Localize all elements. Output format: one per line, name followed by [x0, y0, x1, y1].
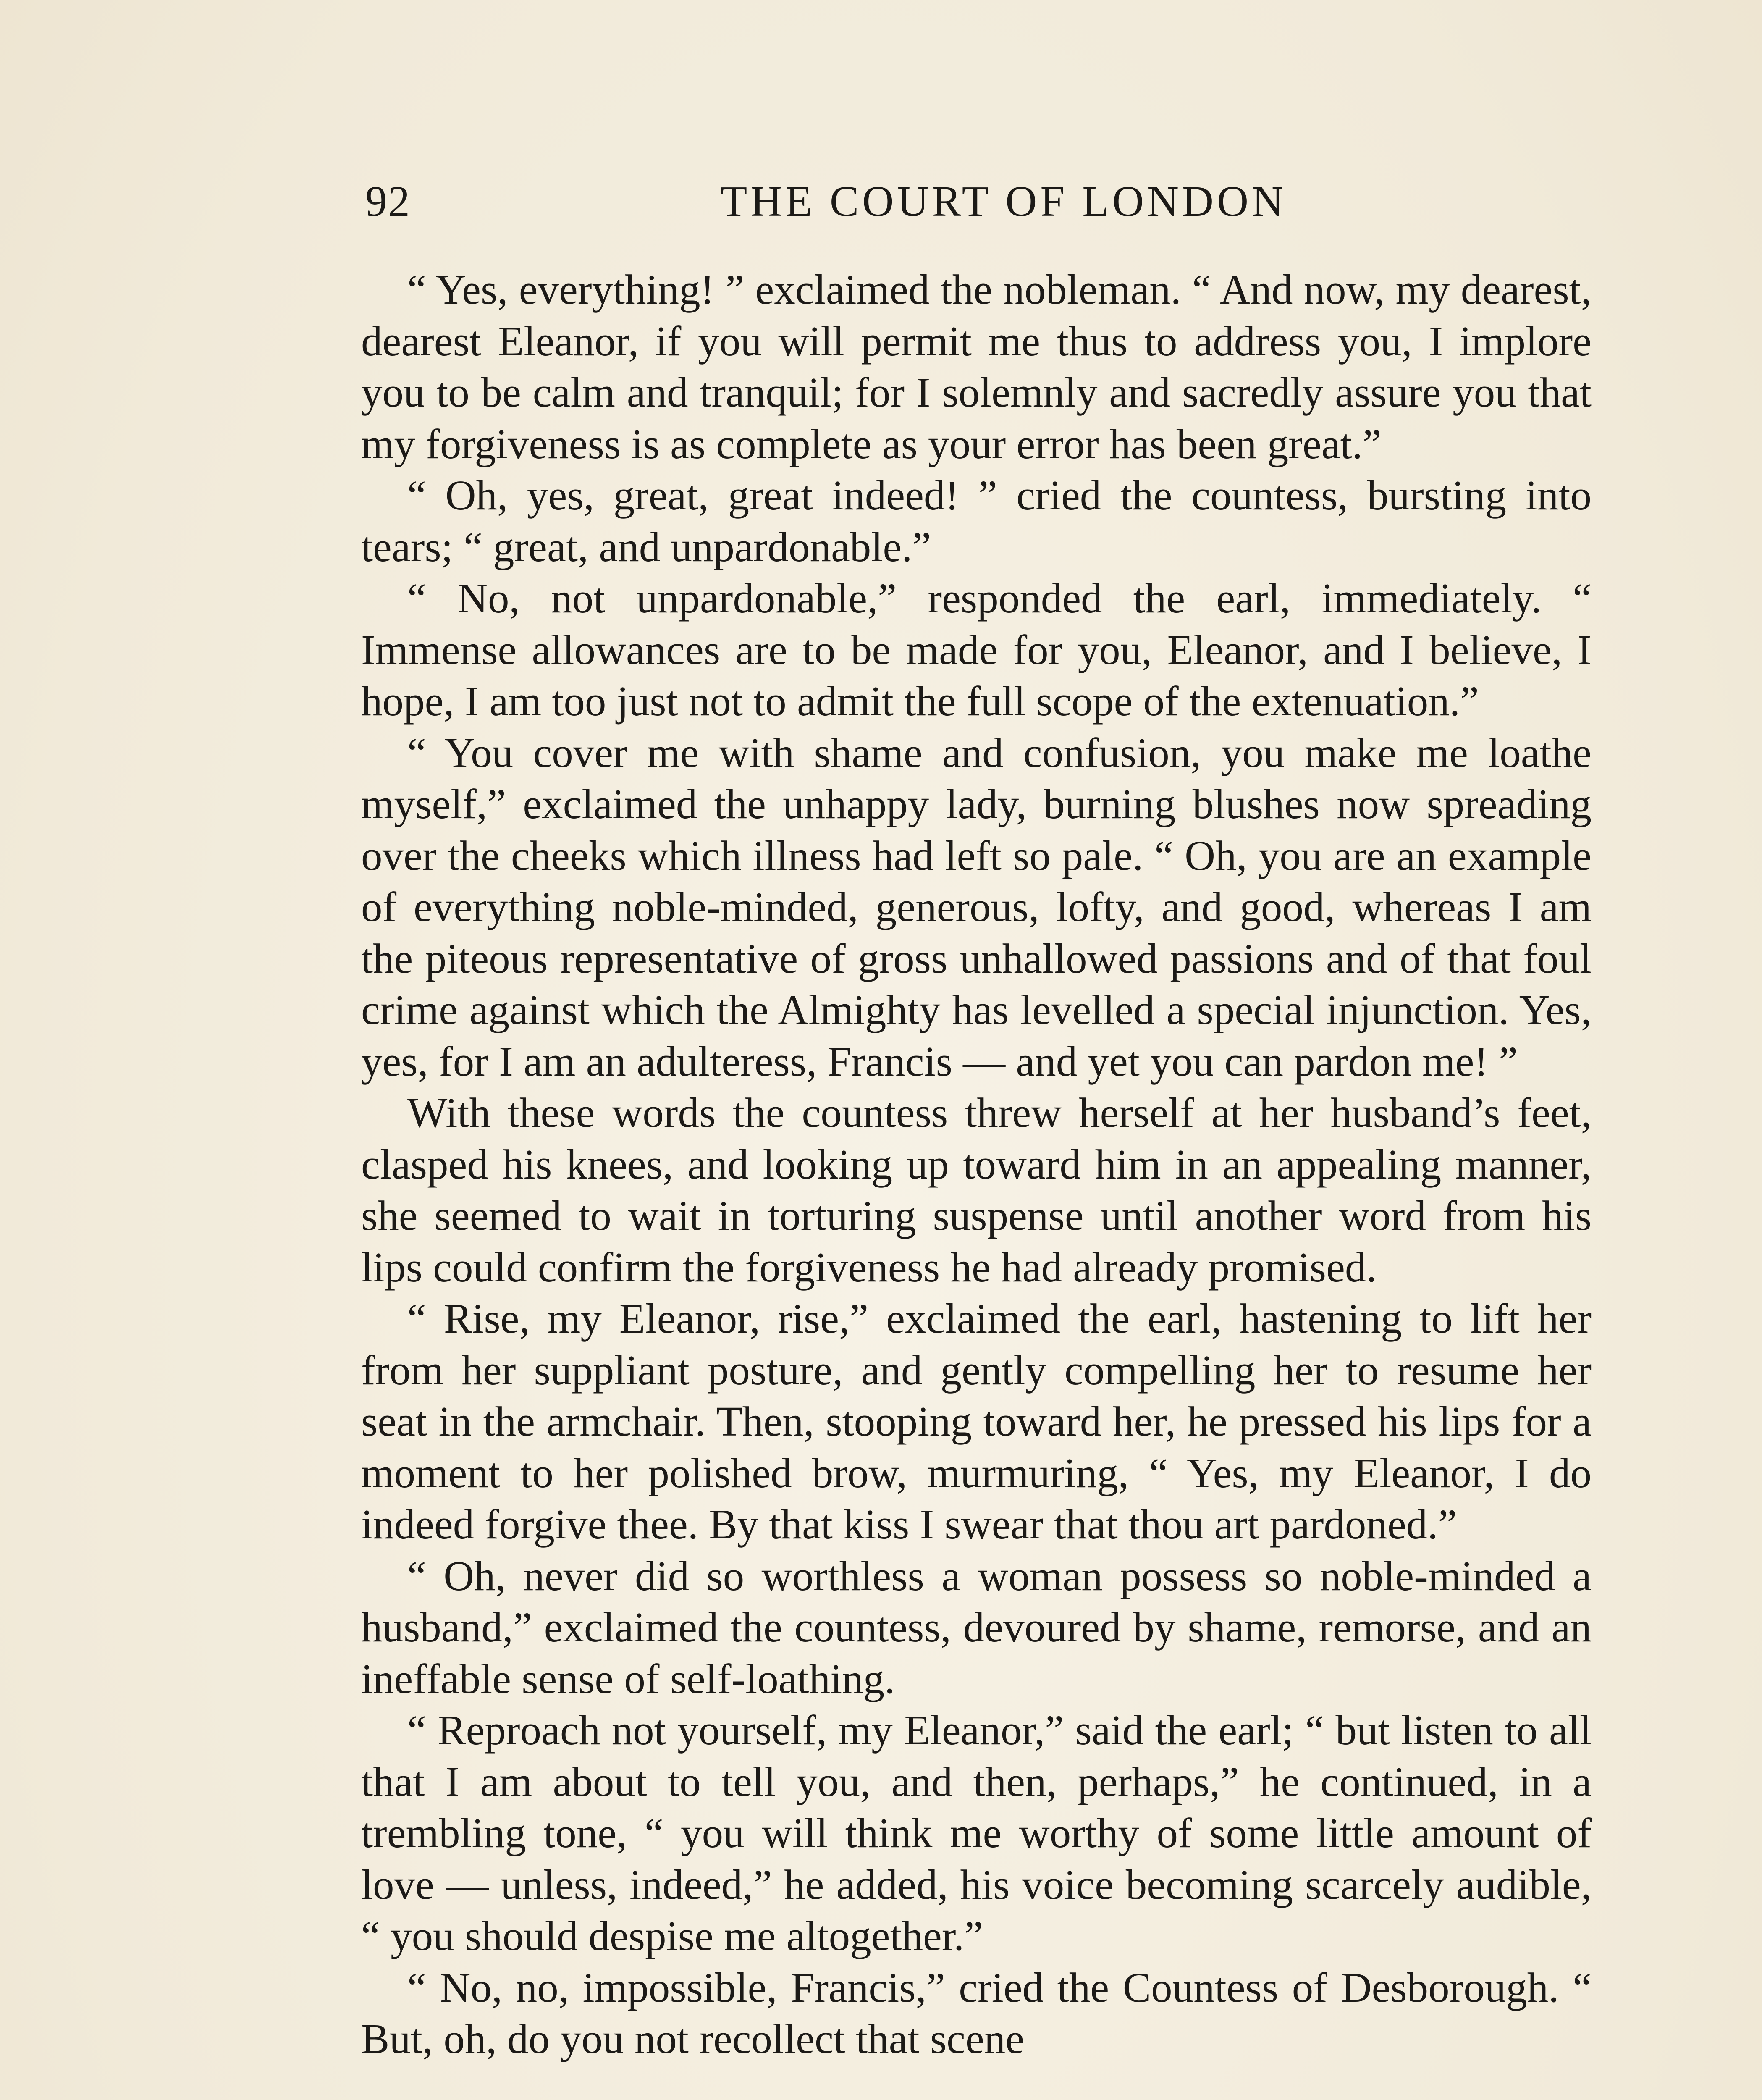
page-number: 92 [365, 177, 411, 226]
paragraph: “ No, no, impossible, Francis,” cried the Countess of Desborough. “ But, oh, do you not recollect that scene [361, 1964, 1592, 2062]
page-header [365, 176, 1592, 248]
paragraph: “ Reproach not yourself, my Eleanor,” said the earl; “ but listen to all that I am about to tell you, and then, perhaps,” he continued, in a trembling tone, “ you will think me worthy of some little amount of love — unless, indeed,” he added, his voice becoming scarcely audible, “ you should despise me altogether.” [361, 1706, 1592, 1959]
paragraph: “ Yes, everything! ” exclaimed the nobleman. “ And now, my dearest, dearest Eleanor, if you will permit me thus to address you, I implore you to be calm and tranquil; for I solemnly and sacredly assure you that my forgiveness is as complete as your error has been great.” [361, 266, 1592, 467]
paragraph: “ Rise, my Eleanor, rise,” exclaimed the earl, hastening to lift her from her suppliant posture, and gently compelling her to resume her seat in the armchair. Then, stooping toward her, he pressed his lips for a moment to her polished brow, murmuring, “ Yes, my Eleanor, I do indeed forgive thee. By that kiss I swear that thou art pardoned.” [361, 1295, 1592, 1548]
paragraph: “ Oh, yes, great, great indeed! ” cried the countess, bursting into tears; “ great, and unpardonable.” [361, 472, 1592, 570]
paragraph: “ You cover me with shame and confusion, you make me loathe myself,” exclaimed the unhappy lady, burning blushes now spreading over the cheeks which illness had left so pale. “ Oh, you are an example of everything noble-minded, generous, lofty, and good, whereas I am the piteous representative of gross unhallowed passions and of that foul crime against which the Almighty has levelled a special injunction. Yes, yes, for I am an adulteress, Francis — and yet you can pardon me! ” [361, 729, 1592, 1085]
running-title: THE COURT OF LONDON [720, 177, 1287, 226]
paragraph: “ No, not unpardonable,” responded the earl, immediately. “ Immense allowances are to be made for you, Eleanor, and I believe, I hope, I am too just not to admit the full scope of the extenuation.” [361, 575, 1592, 724]
paragraph: “ Oh, never did so worthless a woman possess so noble-minded a husband,” exclaimed the countess, devoured by shame, remorse, and an ineffable sense of self-loathing. [361, 1552, 1592, 1702]
body-text [361, 264, 1592, 2065]
paragraph: With these words the countess threw herself at her husband’s feet, clasped his knees, and looking up toward him in an appealing manner, she seemed to wait in torturing suspense until another word from his lips could confirm the forgiveness he had already promised. [361, 1089, 1592, 1291]
